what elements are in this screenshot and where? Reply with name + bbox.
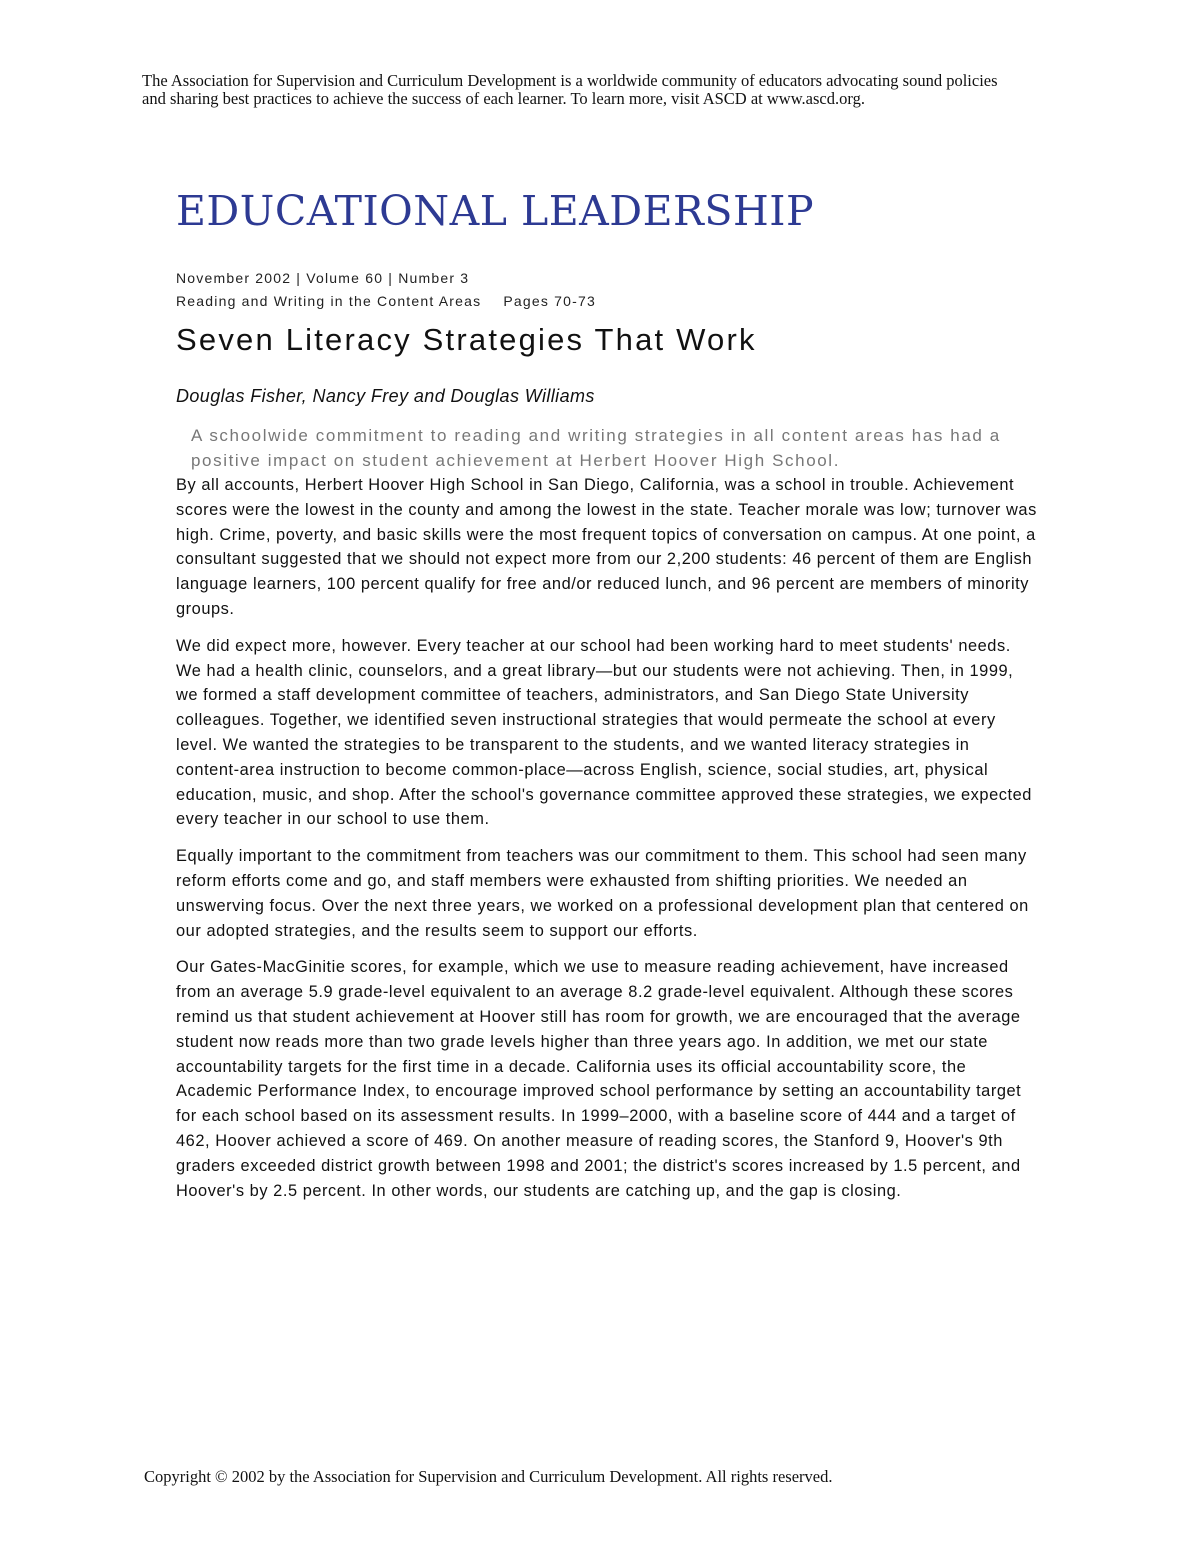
issue-info: November 2002 | Volume 60 | Number 3 [176, 270, 470, 286]
body-paragraph: We did expect more, however. Every teacher at our school had been working hard to meet students' needs. We had a health clinic, counselors, and a great library—but our students were not achieving. Then, in 1999, we formed a staff development committee of teachers, administrators, and San Diego State University colleagues. Together, we identified seven instructional strategies that would permeate the school at every level. We wanted the strategies to be transparent to the students, and we wanted literacy strategies in content-area instruction to become common-place—across English, science, social studies, art, physical education, music, and shop. After the school's governance committee approved these strategies, we expected every teacher in our school to use them. [176, 636, 1032, 829]
body-paragraph: By all accounts, Herbert Hoover High School in San Diego, California, was a school in trouble. Achievement scores were the lowest in the county and among the lowest in the state. Teacher morale was low; turnover was high. Crime, poverty, and basic skills were the most frequent topics of conversation on campus. At one point, a consultant suggested that we should not expect more from our 2,200 students: 46 percent of them are English language learners, 100 percent qualify for free and/or reduced lunch, and 96 percent are members of minority groups. [176, 476, 1037, 618]
masthead-logo: EDUCATIONAL LEADERSHIP [176, 187, 815, 235]
body-paragraph: Equally important to the commitment from teachers was our commitment to them. This school had seen many reform efforts come and go, and staff members were exhausted from shifting priorities. We needed an unswerving focus. Over the next three years, we worked on a professional development plan that centered on our adopted strategies, and the results seem to support our efforts. [176, 847, 1029, 940]
article-authors: Douglas Fisher, Nancy Frey and Douglas Williams [176, 386, 595, 406]
section-name: Reading and Writing in the Content Areas [176, 293, 482, 309]
ascd-header-note: The Association for Supervision and Curriculum Development is a worldwide community of educators advocating sound policies and sharing best practices to achieve the success of each learner. To learn more, visit ASCD at www.ascd.org. [142, 71, 998, 108]
article-deck: A schoolwide commitment to reading and writing strategies in all content areas has had a positive impact on student achievement at Herbert Hoover High School. [191, 426, 1001, 470]
section-info [176, 293, 596, 309]
page-range: Pages 70-73 [503, 293, 596, 309]
copyright-notice: Copyright © 2002 by the Association for Supervision and Curriculum Development. All rights reserved. [144, 1467, 833, 1486]
body-paragraph: Our Gates-MacGinitie scores, for example, which we use to measure reading achievement, have increased from an average 5.9 grade-level equivalent to an average 8.2 grade-level equivalent. Although these scores remind us that student achievement at Hoover still has room for growth, we are encouraged that the average student now reads more than two grade levels higher than three years ago. In addition, we met our state accountability targets for the first time in a decade. California uses its official accountability score, the Academic Performance Index, to encourage improved school performance by setting an accountability target for each school based on its assessment results. In 1999–2000, with a baseline score of 444 and a target of 462, Hoover achieved a score of 469. On another measure of reading scores, the Stanford 9, Hoover's 9th graders exceeded district growth between 1998 and 2001; the district's scores increased by 1.5 percent, and Hoover's by 2.5 percent. In other words, our students are catching up, and the gap is closing. [176, 958, 1022, 1200]
article-title: Seven Literacy Strategies That Work [176, 322, 757, 357]
article-body [176, 473, 1038, 1215]
